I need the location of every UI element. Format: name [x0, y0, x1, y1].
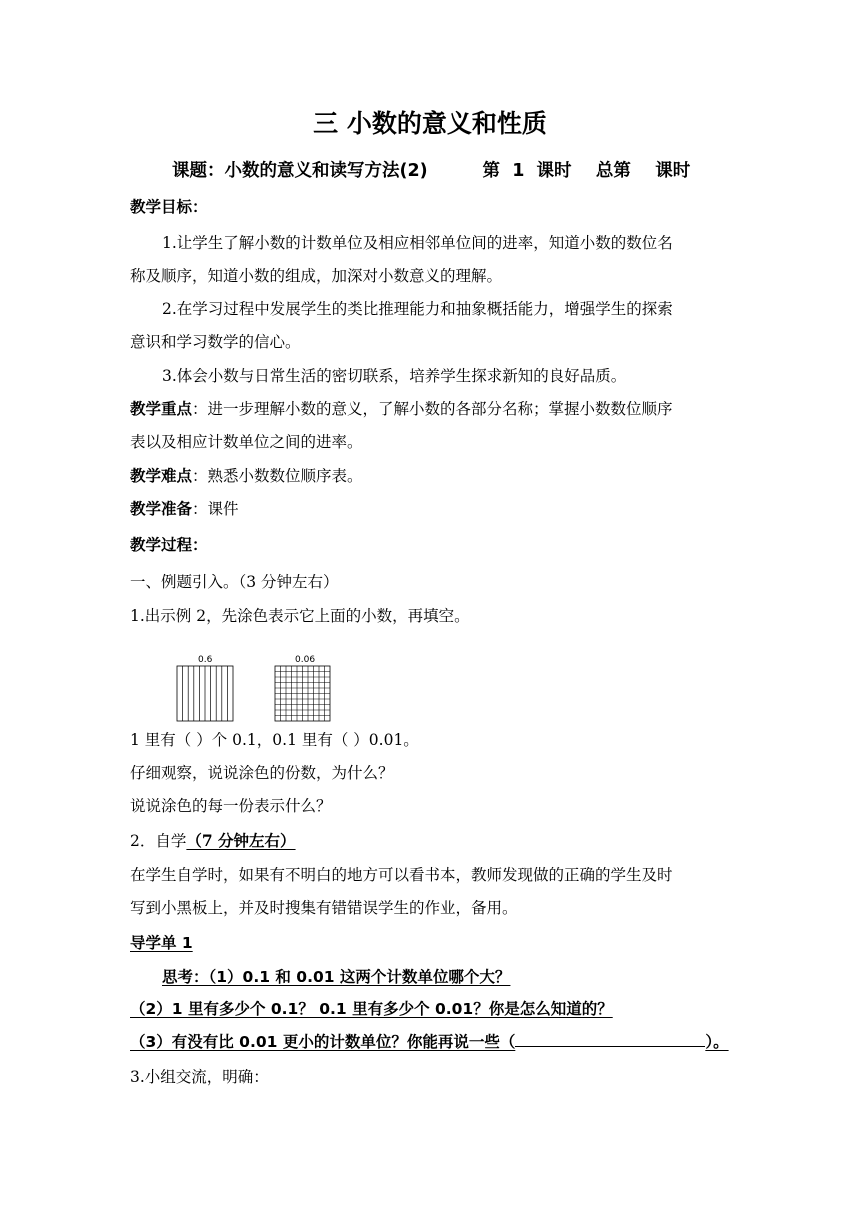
- think-question-2: （2）1 里有多少个 0.1？ 0.1 里有多少个 0.01？你是怎么知道的？: [130, 1000, 613, 1018]
- step-2: [130, 830, 730, 852]
- focus-text: ：进一步理解小数的意义，了解小数的各部分名称；掌握小数数位顺序: [192, 400, 673, 418]
- step-2-prefix: 2．自学: [130, 832, 187, 850]
- observe-question-2: 说说涂色的每一份表示什么？: [130, 797, 332, 815]
- objective-2-line-2: 意识和学习数学的信心。: [130, 333, 301, 351]
- self-study-line-2: 写到小黑板上，并及时搜集有错错误学生的作业，备用。: [130, 899, 518, 917]
- step-1-1: 1.出示例 2，先涂色表示它上面的小数，再填空。: [130, 607, 470, 625]
- focus-line-2: 表以及相应计数单位之间的进率。: [130, 433, 363, 451]
- prep-label: 教学准备: [130, 500, 193, 518]
- objectives-label: 教学目标：: [130, 198, 208, 216]
- decimal-grid-figure: [175, 651, 375, 726]
- objective-1-line-2: 称及顺序，知道小数的组成，加深对小数意义的理解。: [130, 267, 503, 285]
- think-question-3-text: （3）有没有比 0.01 更小的计数单位？你能再说一些（: [130, 1033, 516, 1051]
- tenths-grid: [177, 666, 233, 721]
- objective-1-line-1: 1.让学生了解小数的计数单位及相应相邻单位间的进率，知道小数的数位名: [162, 234, 673, 252]
- observe-question-1: 仔细观察，说说涂色的份数，为什么？: [130, 764, 394, 782]
- step-3: 3.小组交流，明确：: [130, 1068, 269, 1086]
- process-label: 教学过程：: [130, 536, 208, 554]
- focus-label: 教学重点: [130, 400, 193, 418]
- hundredths-grid: [275, 666, 330, 721]
- figure-label-tenths: 0.6: [198, 655, 213, 665]
- figure-label-hundredths: 0.06: [295, 655, 316, 665]
- think-answer-blank: [515, 1032, 705, 1047]
- fill-in-line: 1 里有（ ）个 0.1，0.1 里有（ ）0.01。: [130, 731, 419, 749]
- prep-text: ：课件: [192, 500, 239, 518]
- think-question-3: [130, 1031, 730, 1053]
- step-1: 一、例题引入。（3 分钟左右）: [130, 573, 339, 591]
- prep-line: [130, 498, 730, 520]
- chapter-title: 三 小数的意义和性质: [313, 109, 547, 138]
- guide-sheet-title: 导学单 1: [130, 934, 193, 952]
- step-2-time: （7 分钟左右）: [186, 831, 296, 850]
- think-question-1: 思考：（1）0.1 和 0.01 这两个计数单位哪个大？: [162, 968, 511, 986]
- difficulty-text: ：熟悉小数数位顺序表。: [192, 467, 363, 485]
- objective-3: 3.体会小数与日常生活的密切联系，培养学生探求新知的良好品质。: [162, 367, 627, 385]
- focus-line-1: [130, 398, 730, 420]
- difficulty-line: [130, 465, 730, 487]
- self-study-line-1: 在学生自学时，如果有不明白的地方可以看书本，教师发现做的正确的学生及时: [130, 866, 673, 884]
- objective-2-line-1: 2.在学习过程中发展学生的类比推理能力和抽象概括能力，增强学生的探索: [162, 300, 673, 318]
- difficulty-label: 教学难点: [130, 467, 193, 485]
- lesson-subtitle: 课题：小数的意义和读写方法(2) 第 1 课时 总第 课时: [172, 161, 691, 181]
- think-question-3-end: ）。: [705, 1033, 729, 1051]
